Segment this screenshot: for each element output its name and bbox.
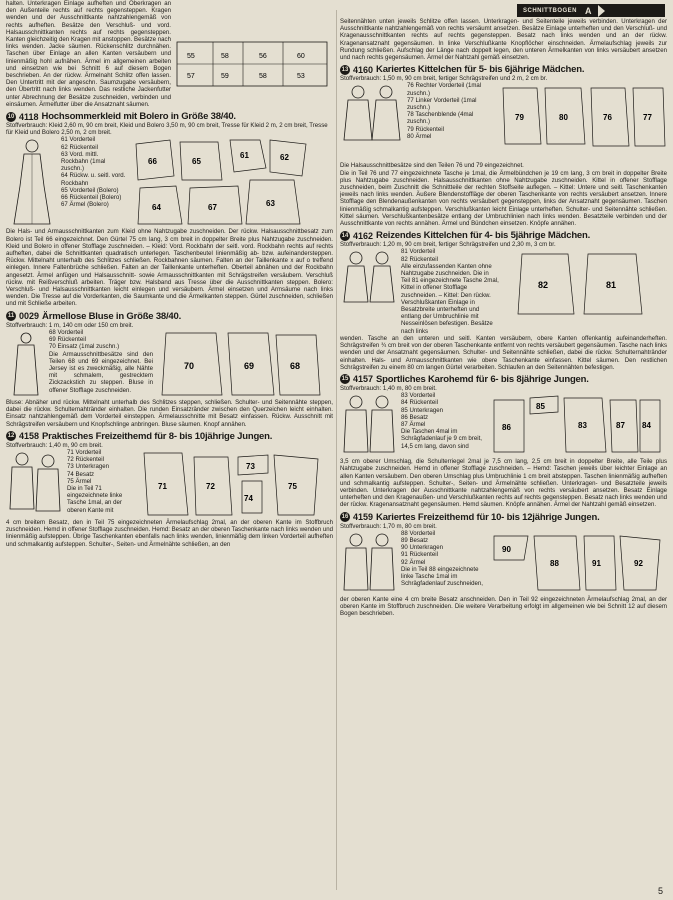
section-number: 10 bbox=[7, 113, 15, 120]
section-title: Reizendes Kittelchen für 4- bis 5jährige Mädchen. bbox=[376, 230, 591, 242]
part-item: 71 Vorderteil bbox=[67, 448, 102, 456]
part-item: Die in Teil 88 eingezeichnete linke Tasche 1mal im Schrägfadenlauf zuschneiden, bbox=[401, 565, 483, 588]
parts-list bbox=[401, 530, 485, 596]
fabric-usage: Stoffverbrauch: 1,70 m, 80 cm breit. bbox=[340, 522, 437, 530]
parts-list bbox=[49, 329, 153, 351]
part-item: 91 Rückenteil bbox=[401, 551, 438, 559]
section-number: 11 bbox=[7, 313, 15, 320]
svg-text:68: 68 bbox=[290, 360, 301, 371]
fashion-illustration bbox=[340, 392, 398, 458]
section-title: Hochsommerkleid mit Bolero in Größe 38/40. bbox=[41, 111, 236, 123]
part-item: Alle einzufassenden Kanten ohne Nahtzugabe zuschneiden. Die in Teil 81 eingezeichnete Tasche 2mal, Kittel in offener Stofflage zuschneiden. – Kittel: Den rückw. Verschlußkanten Einlage in Besatzbreite unterheften und entlang der Umbruchlinie mit Nesseinlösen befestigen. Besätze nach links bbox=[401, 262, 499, 335]
svg-text:62: 62 bbox=[280, 153, 289, 163]
svg-text:53: 53 bbox=[297, 73, 305, 80]
section-heading bbox=[6, 431, 333, 442]
part-item: 62 Rückenteil bbox=[61, 143, 98, 151]
pattern-pieces-diagram bbox=[497, 82, 667, 162]
svg-text:88: 88 bbox=[550, 558, 559, 568]
left-column bbox=[6, 0, 333, 900]
pattern-code: 4159 bbox=[353, 512, 374, 523]
part-item: 72 Rückenteil bbox=[67, 456, 104, 464]
svg-text:66: 66 bbox=[148, 157, 157, 167]
part-item: 74 Besatz bbox=[67, 470, 95, 478]
svg-text:92: 92 bbox=[634, 558, 643, 568]
svg-text:91: 91 bbox=[592, 558, 601, 568]
banner-letter: A bbox=[585, 5, 592, 16]
fashion-illustration bbox=[340, 530, 398, 596]
svg-text:90: 90 bbox=[502, 544, 511, 554]
part-item: 70 Einsatz (1mal zuschn.) bbox=[49, 343, 120, 351]
svg-text:58: 58 bbox=[259, 73, 267, 80]
fabric-usage: Stoffverbrauch: 1,20 m, 90 cm breit, fertiger Schrägstreifen und 2,30 m, 3 cm br. bbox=[340, 241, 556, 249]
section-title: Praktisches Freizeithemd für 8- bis 10jährige Jungen. bbox=[42, 430, 273, 442]
part-item: 84 Rückenteil bbox=[401, 399, 438, 407]
arrow-right-icon bbox=[598, 5, 605, 17]
schnittbogen-banner bbox=[517, 4, 665, 17]
svg-text:67: 67 bbox=[208, 203, 217, 213]
fabric-usage: Stoffverbrauch: 1,40 m, 90 cm breit. bbox=[6, 441, 103, 449]
pattern-pieces-diagram bbox=[138, 449, 328, 519]
section-title: Kariertes Freizeithemd für 10- bis 12jährige Jungen. bbox=[376, 511, 600, 523]
svg-text:72: 72 bbox=[206, 481, 215, 491]
section-title: Kariertes Kittelchen für 5- bis 6jährige Mädchen. bbox=[376, 64, 585, 76]
parts-list bbox=[401, 248, 499, 334]
part-item: 89 Besatz bbox=[401, 536, 429, 544]
section-body: Bluse: Abnäher und rückw. Mittelnaht unterhalb des Schlitzes steppen, schließen. Schulter- und Seitennähte steppen, dabei die rückw. Schulternahtränder einhalten. Die runden Einsatzränder zwischen den Querzeichen leicht einhalten. Einsatz nahtzahlengemäß dem Vorderteil einsteppen. Ärmelausschnitte mit Besatz einfassen. Rückw. Ausschnitt mit Schrägstreifen versäubern und Knopfschlinge anbringen. Bluse säumen. Knopf annähen. bbox=[6, 398, 333, 428]
section-number: 16 bbox=[341, 514, 349, 521]
svg-text:86: 86 bbox=[502, 423, 511, 433]
svg-text:55: 55 bbox=[187, 53, 195, 60]
parts-list bbox=[401, 392, 485, 458]
part-item: 92 Ärmel bbox=[401, 558, 426, 566]
part-item: 82 Rückenteil bbox=[401, 255, 438, 263]
section-heading bbox=[6, 111, 333, 122]
column-divider bbox=[336, 10, 337, 890]
section-body: 4 cm breitem Besatz, den in Teil 75 eingezeichneten Ärmelaufschlag 2mal, an der oberen Kante im Stoffbruch zuschneiden. Hemd in offener Stofflage zuschneiden. Hemd: Besatz an der oberen Taschenkante nach links wenden und linienmäßig aufsteppen. Übrige Taschenkanten ebenfalls nach links wenden, linienmäßig dem linken Vorderteil aufheften und schmalkantig aufsteppen. Schulter-, Seiten- und Ärmelnähte schließen, an den bbox=[6, 518, 333, 548]
parts-list bbox=[61, 136, 127, 228]
pattern-pieces-diagram bbox=[488, 392, 664, 458]
fabric-usage: Stoffverbrauch: 1 m, 140 cm oder 150 cm breit. bbox=[6, 321, 134, 329]
section-note: Die Halsausschnittbesätze sind den Teilen 76 und 79 eingezeichnet. bbox=[340, 162, 524, 170]
pattern-pieces-diagram bbox=[502, 248, 662, 334]
pattern-code: 4118 bbox=[19, 111, 39, 122]
svg-text:65: 65 bbox=[192, 157, 201, 167]
section-number: 14 bbox=[341, 232, 349, 239]
fabric-usage: Stoffverbrauch: 1,50 m, 90 cm breit, fertiger Schrägstreifen und 2 m, 2 cm br. bbox=[340, 75, 548, 83]
section-number: 13 bbox=[341, 66, 349, 73]
svg-text:83: 83 bbox=[578, 421, 587, 431]
svg-text:57: 57 bbox=[187, 73, 195, 80]
svg-text:80: 80 bbox=[559, 113, 568, 123]
pattern-code: 4158 bbox=[19, 431, 40, 442]
section-heading bbox=[6, 311, 333, 322]
section-number: 15 bbox=[341, 376, 349, 383]
svg-text:71: 71 bbox=[158, 481, 167, 491]
part-item: 80 Ärmel bbox=[407, 132, 432, 140]
svg-text:79: 79 bbox=[515, 113, 524, 123]
parts-list bbox=[407, 82, 494, 162]
section-note: Die Armausschnittbesätze sind den Teilen 68 und 69 eingezeichnet. Bei Jersey ist es zweckmäßig, alle Nähte mit schmalem, gestrecktem Zickzackstich zu steppen. Bluse in offener Stofflage zuschneiden. bbox=[49, 350, 153, 394]
svg-text:74: 74 bbox=[244, 493, 253, 503]
pattern-layout-diagram bbox=[173, 0, 333, 108]
part-item: 66 Rückenteil (Bolero) bbox=[61, 194, 122, 202]
parts-list bbox=[67, 449, 135, 519]
section-title: Sportliches Karohemd für 6- bis 8jährige Jungen. bbox=[376, 373, 589, 385]
svg-text:82: 82 bbox=[538, 280, 549, 291]
fashion-illustration bbox=[6, 329, 46, 399]
part-item: 86 Besatz bbox=[401, 413, 429, 421]
page-number: 5 bbox=[657, 886, 663, 896]
fashion-illustration bbox=[6, 136, 58, 228]
svg-text:56: 56 bbox=[259, 53, 267, 60]
part-item: 77 Linker Vorderteil (1mal zuschn.) bbox=[407, 96, 477, 112]
part-item: 75 Ärmel bbox=[67, 477, 92, 485]
pattern-pieces-diagram bbox=[130, 136, 330, 228]
part-item: 61 Vorderteil bbox=[61, 136, 96, 144]
section-number: 12 bbox=[7, 433, 15, 440]
part-item: Die in Teil 71 eingezeichnete linke Tasche 1mal, an der oberen Kante mit bbox=[67, 484, 123, 514]
right-column bbox=[340, 18, 667, 900]
section-body: der oberen Kante eine 4 cm breite Besatz anschneiden. Den in Teil 92 eingezeichneten Ärmelaufschlag 2mal, an der oberen Kante im Stoffbruch zuschneiden. Die weitere Verarbeitung erfolgt im allgemeinen wie bei Schnitt 12 auf diesem Bogen beschrieben. bbox=[340, 595, 667, 618]
svg-text:76: 76 bbox=[603, 113, 612, 123]
svg-text:63: 63 bbox=[266, 199, 275, 209]
section-body: wenden. Tasche an den unteren und seitl. Kanten versäubern, obere Kanten offenkantig aufeinanderheften. Schrägstreifen ¾ cm breit von der oberen Taschenkante entfernt von rechts versäubert gegensäumen. Tasche nach links wenden und der Ansatznaht gegensäumen. Schulter- und Seitennähte schließen, dabei die rückw. Schulternahtränder einhalten. Hals- und Armausschnittkanten wie obere Taschenkante einfassen. Kittel säumen. Den restlichen Schrägstreifen zu einem 80 cm langen Gürtel verarbeiten. Schlaufen an den Seitennähten befestigen. bbox=[340, 334, 667, 371]
pattern-code: 4160 bbox=[353, 64, 374, 75]
svg-text:61: 61 bbox=[240, 151, 249, 161]
part-item: 64 Rückw. u. seitl. vord. Rockbahn bbox=[61, 172, 126, 187]
svg-text:84: 84 bbox=[642, 421, 651, 431]
section-heading bbox=[340, 230, 667, 241]
svg-text:75: 75 bbox=[288, 481, 297, 491]
part-item: 83 Vorderteil bbox=[401, 392, 436, 400]
svg-text:73: 73 bbox=[246, 461, 255, 471]
part-item: 65 Vorderteil (Bolero) bbox=[61, 186, 119, 194]
section-heading bbox=[340, 512, 667, 523]
pattern-code: 4157 bbox=[353, 374, 374, 385]
svg-text:60: 60 bbox=[297, 53, 305, 60]
part-item: 87 Ärmel bbox=[401, 420, 426, 428]
part-item: 79 Rückenteil bbox=[407, 125, 444, 133]
fabric-usage: Stoffverbrauch: 1,40 m, 80 cm breit. bbox=[340, 384, 437, 392]
pattern-code: 0029 bbox=[19, 311, 40, 322]
fabric-usage: Stoffverbrauch: Kleid 2,60 m, 90 cm breit, Kleid und Bolero 3,50 m, 90 cm breit, Tresse für Kleid 2 m, 2 cm breit, Tresse für Kleid und Bolero 2,50 m, 2 cm breit. bbox=[6, 122, 328, 137]
svg-text:85: 85 bbox=[536, 402, 545, 412]
section-title: Ärmellose Bluse in Größe 38/40. bbox=[42, 310, 182, 322]
part-item: 88 Vorderteil bbox=[401, 529, 436, 537]
section-body: Die in Teil 76 und 77 eingezeichnete Tasche je 1mal, die Ärmelbündchen je 19 cm lang, 3 cm breit in doppelter Breite plus Nahtzugabe zuschneiden. Halsausschnittkanten ohne Nahtzugabe zuschneiden. Kittel in offener Stofflage zuschneiden, beim Zuschnitt die Schnittteile der rechten Stoffseite auflegen. – Kittel: Untere und seitl. Taschenkanten jeweils nach links wenden. Äußere Blendenstoffläge der oberen Taschenkante von rechts versäubert ansetzen. Innere Stofflage den Blendenaußenkanten von rechts versäubert gegensteppen, links der Ansatznaht gegensäumen. Taschen linienmäßig schmalkantig aufsteppen. Verschlußkanten leicht Einlage unterheften. Schulter- und Seitennähte schließen. Kittel säumen. Verschlußkantenbesätze entlang der Umbruchlinien nach links wenden. Besatzteile verbinden und der Ausschnittkante von rechts annähen. Ärmel und Bündchen einsetzen. Knöpfe annähen. bbox=[340, 169, 667, 228]
section-body: 3,5 cm oberer Umschlag, die Schulterriegel 2mal je 7,5 cm lang, 2,5 cm breit in doppelter Breite, alle Teile plus Nahtzugabe zuschneiden. Hemd in offener Stofflage zuschneiden. – Hemd: Taschen jeweils über leichter Einlage an allen Kanten versäubern. Den oberen Umschlag plus Umbruchlinie 1 cm breit absteppen. Taschen linienmäßig aufheften und schmalkantig aufsteppen. Schulter-, Seiten- und Ärmelnähte schließen. Unterkragen- und Besatzteile jeweils verbinden. Unterkragen der Ausschnittkante nahtzahlengemäß von rechts versäubert ansetzen. Besatz Einlage unterheften und den Kragenaußen- und Verschlußkanten rechts auf rechts gegensteppen. Besatz nach links wenden und der rückw. Kragenansatznaht gegensäumen. Hemd säumen. Knöpfe annähen. Ärmel der Nahtzahl gemäß einsetzen. bbox=[340, 458, 667, 509]
svg-text:58: 58 bbox=[221, 53, 229, 60]
svg-text:64: 64 bbox=[152, 203, 161, 213]
pattern-code: 4162 bbox=[353, 230, 374, 241]
svg-text:70: 70 bbox=[184, 360, 195, 371]
svg-text:87: 87 bbox=[616, 421, 625, 431]
fashion-illustration bbox=[6, 449, 64, 519]
fashion-illustration bbox=[340, 248, 398, 334]
part-item: 73 Unterkragen bbox=[67, 463, 110, 471]
part-item: 69 Rückenteil bbox=[49, 336, 86, 344]
section-heading bbox=[340, 374, 667, 385]
part-item: 76 Rechter Vorderteil (1mal zuschn.) bbox=[407, 82, 482, 97]
pattern-pieces-diagram bbox=[156, 329, 326, 399]
part-item: 63 Vord. mittl. Rockbahn (1mal zuschn.) bbox=[61, 150, 106, 173]
part-item: 81 Vorderteil bbox=[401, 248, 436, 256]
part-item: 90 Unterkragen bbox=[401, 544, 444, 552]
svg-text:69: 69 bbox=[244, 360, 255, 371]
section-heading bbox=[340, 64, 667, 75]
part-item: Die Taschen 4mal im Schrägfadenlauf je 9 cm breit, 14,5 cm lang, davon sind bbox=[401, 428, 482, 450]
svg-text:77: 77 bbox=[643, 113, 652, 123]
section-body: Die Hals- und Armausschnittkanten zum Kleid ohne Nahtzugabe zuschneiden. Der rückw. Halsausschnittbesatz zum Bolero ist Teil 66 eingezeichnet. Den Gürtel 75 cm lang, 3 cm breit in doppelter Breite plus Nahtzugabe zuschneiden. Kleid und Bolero in offener Stofflage zuschneiden. – Kleid: Vord. Rockbahn der seitl. vord. Rockbahn rechts auf rechts aufheften, dabei die Schnittkanten quadratisch unterlegen. Taschenbeutel linienmäßig ab- bzw. aufeinandersteppen. Rückw. Mittelnaht unterhalb des Schlitzes schließen. Rockbahnen säumen. Falten an der Taillenkante x auf o treffend einlegen. Innere Faltenbrüche schließen. Falten an der Taillenkante unterheften. Oberteil abnähen und der Rockbahn angesetzt. Ärmel anfügen und Halsausschnitt- sowie Armausschnittkanten mit Schrägstreifen versäubern. Verschluß rückw. mit Reißverschluß arbeiten. Träger bzw. Halsband aus Tresse über die Ausschnittkanten steppen. Bolero: Verschluß- und Halsausschnittkanten leicht einlegen und versäubern. Ärmel einsetzen und Armsäume nach links wenden. Die Tresse auf die Vorderkanten, die Saumkante und die Ärmelkanten steppen. Gürtel zuschneiden, schließen und mit Schließe arbeiten. bbox=[6, 228, 333, 308]
svg-text:59: 59 bbox=[221, 73, 229, 80]
left-intro-text: halten. Unterkragen Einlage aufheften und Oberkragen an den Außenteile rechts auf rechts gegensteppen. Kragen wenden und der Ausschnittkante nahtzahlengemäß von rechts aufheften. Besätze den Verschluß- und vord. Halsausschnittkanten rechts auf rechts gegensteppen. Kanten gleichzeitig den Kragen mit anstoppen. Besätze nach links wenden. Jacke säumen. Rückenschlitz durchnähen. Taschen über Einlage an allen Kanten versäubern und linienmäßig hohl aufnähen. Ärmel im allgemeinen arbeiten und einsetzen wie bei Schnitt 6 auf diesem Bogen beschrieben. An der rückw. Ärmelnaht Schlitz offen lassen. Den Untertritt mit der angeschn. Saumzugabe versäubern, den Übertritt nach links wenden. Das restliche Jackenfutter unter Abrechnung der Besätze zuschneiden, verbinden und einsäumen. Ärmelfutter über die Ansatznaht säumen. bbox=[6, 0, 171, 108]
part-item: 68 Vorderteil bbox=[49, 328, 84, 336]
right-intro-text: Seitennähten unten jeweils Schlitze offen lassen. Unterkragen- und Seitenteile jeweils verbinden. Unterkragen der Ausschnittkante nahtzahlengemäß von rechts versäumt ansetzen. Besätze Einlage unterheften und den Verschluß- und Kragenausschnittkanten rechts auf rechts gegensteppen. Besatz nach links wenden und an der rückw. Kragenansatznaht gegensäumen. In linke Verschlußkante Knopflöcher einschneiden. Ärmelaufschlag jeweils zur Rundung schließen. Aufschlag der Länge nach doppelt legen, den unteren Ärmelkanten von links versäubert ansetzen und nach rechts gegensäumen. Ärmel der Nahtzahl gemäß einsetzen. bbox=[340, 18, 667, 62]
pattern-pieces-diagram bbox=[488, 530, 664, 596]
part-item: 78 Taschenblende (4mal zuschn.) bbox=[407, 111, 474, 126]
svg-text:81: 81 bbox=[606, 280, 617, 291]
part-item: 85 Unterkragen bbox=[401, 406, 444, 414]
fashion-illustration bbox=[340, 82, 404, 162]
banner-label: SCHNITTBOGEN bbox=[523, 7, 577, 14]
part-item: 67 Ärmel (Bolero) bbox=[61, 201, 109, 209]
